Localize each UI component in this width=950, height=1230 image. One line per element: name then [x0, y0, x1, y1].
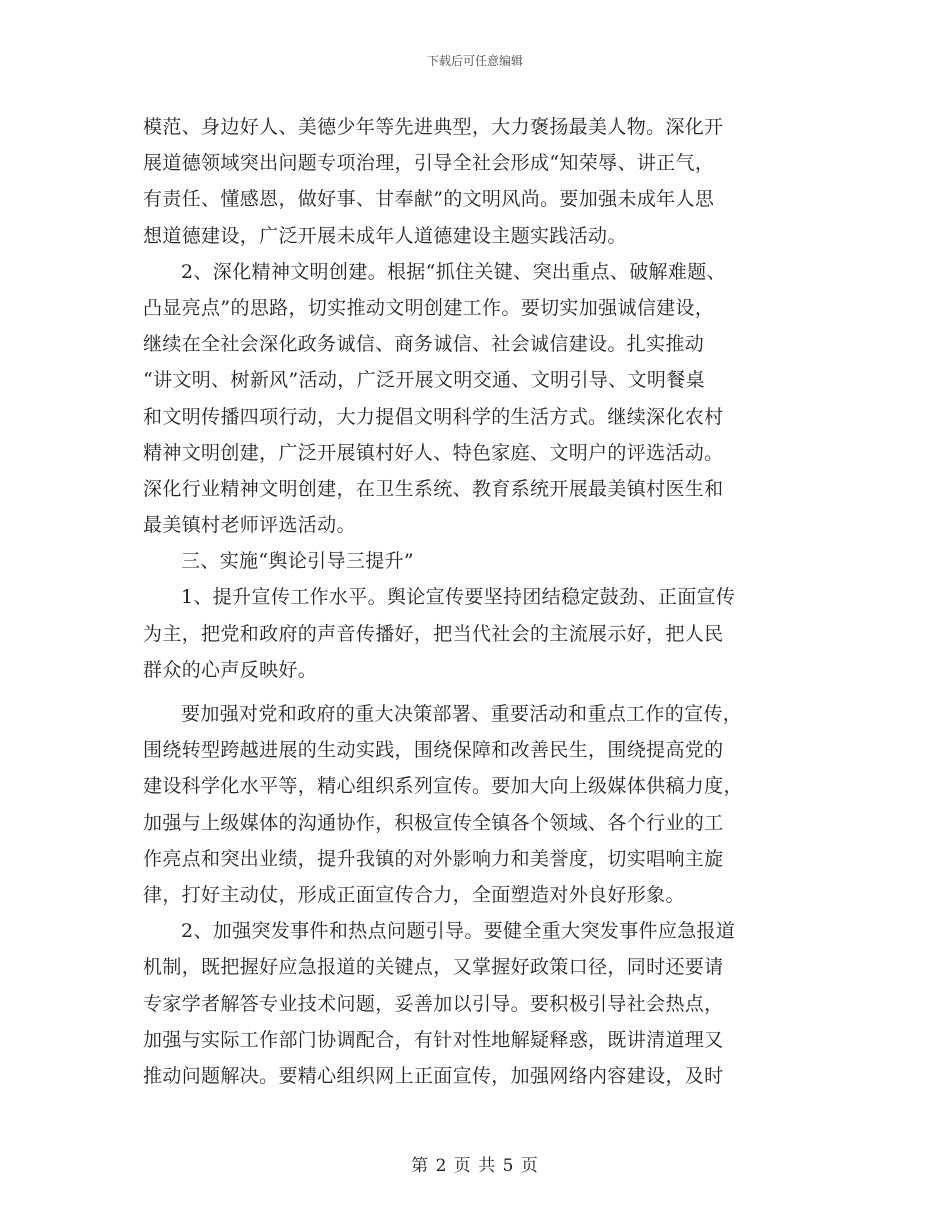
text-line: 加强与上级媒体的沟通协作，积极宣传全镇各个领域、各个行业的工	[143, 811, 724, 834]
text-line: 1、提升宣传工作水平。舆论宣传要坚持团结稳定鼓劲、正面宣传	[181, 586, 736, 609]
text-line: 围绕转型跨越进展的生动实践，围绕保障和改善民生，围绕提高党的	[143, 739, 724, 762]
text-line: 律，打好主动仗，形成正面宣传合力，全面塑造对外良好形象。	[143, 883, 685, 906]
text-line: 要加强对党和政府的重大决策部署、重要活动和重点工作的宣传，	[181, 703, 743, 725]
paragraph	[143, 254, 808, 544]
text-line: 最美镇村老师评选活动。	[143, 514, 356, 537]
text-line: 2、深化精神文明创建。根据“抓住关键、突出重点、破解难题、	[181, 260, 726, 283]
paragraph	[143, 109, 808, 254]
text-line: 有责任、懂感恩，做好事、甘奉献”的文明风尚。要加强未成年人思	[143, 188, 715, 211]
text-line: 2、加强突发事件和热点问题引导。要健全重大突发事件应急报道	[181, 920, 736, 943]
text-line: 作亮点和突出业绩，提升我镇的对外影响力和美誉度，切实唱响主旋	[143, 847, 724, 870]
text-line: 深化行业精神文明创建，在卫生系统、教育系统开展最美镇村医生和	[143, 477, 724, 500]
paragraph	[143, 913, 808, 1094]
text-line: 机制，既把握好应急报道的关键点，又掌握好政策口径，同时还要请	[143, 956, 724, 979]
text-line: 群众的心声反映好。	[143, 658, 318, 681]
text-line: 精神文明创建，广泛开展镇村好人、特色家庭、文明户的评选活动。	[143, 441, 724, 464]
text-line: 为主，把党和政府的声音传播好，把当代社会的主流展示好，把人民	[143, 622, 724, 645]
text-line: 推动问题解决。要精心组织网上正面宣传，加强网络内容建设，及时	[143, 1064, 724, 1087]
text-line: 继续在全社会深化政务诚信、商务诚信、社会诚信建设。扎实推动	[143, 333, 705, 356]
text-line: 和文明传播四项行动，大力提倡文明科学的生活方式。继续深化农村	[143, 405, 724, 428]
page-number: 第 2 页 共 5 页	[411, 1156, 539, 1176]
paragraph	[143, 579, 808, 688]
document-body	[143, 109, 808, 1094]
paragraph	[143, 696, 808, 913]
text-line: “讲文明、树新风”活动，广泛开展文明交通、文明引导、文明餐桌	[143, 369, 705, 392]
text-line: 想道德建设，广泛开展未成年人道德建设主题实践活动。	[143, 224, 627, 247]
section-heading	[143, 543, 808, 579]
text-line: 展道德领域突出问题专项治理，引导全社会形成“知荣辱、讲正气，	[143, 152, 715, 175]
text-line: 凸显亮点”的思路，切实推动文明创建工作。要切实加强诚信建设，	[143, 296, 715, 319]
page-header-note: 下载后可任意编辑	[426, 54, 523, 68]
text-line: 专家学者解答专业技术问题，妥善加以引导。要积极引导社会热点，	[143, 992, 724, 1015]
section-heading-text: 三、实施“舆论引导三提升”	[181, 550, 414, 573]
text-line: 加强与实际工作部门协调配合，有针对性地解疑释惑，既讲清道理又	[143, 1028, 724, 1051]
text-line: 模范、身边好人、美德少年等先进典型，大力褒扬最美人物。深化开	[143, 116, 724, 138]
text-line: 建设科学化水平等，精心组织系列宣传。要加大向上级媒体供稿力度，	[143, 775, 743, 798]
